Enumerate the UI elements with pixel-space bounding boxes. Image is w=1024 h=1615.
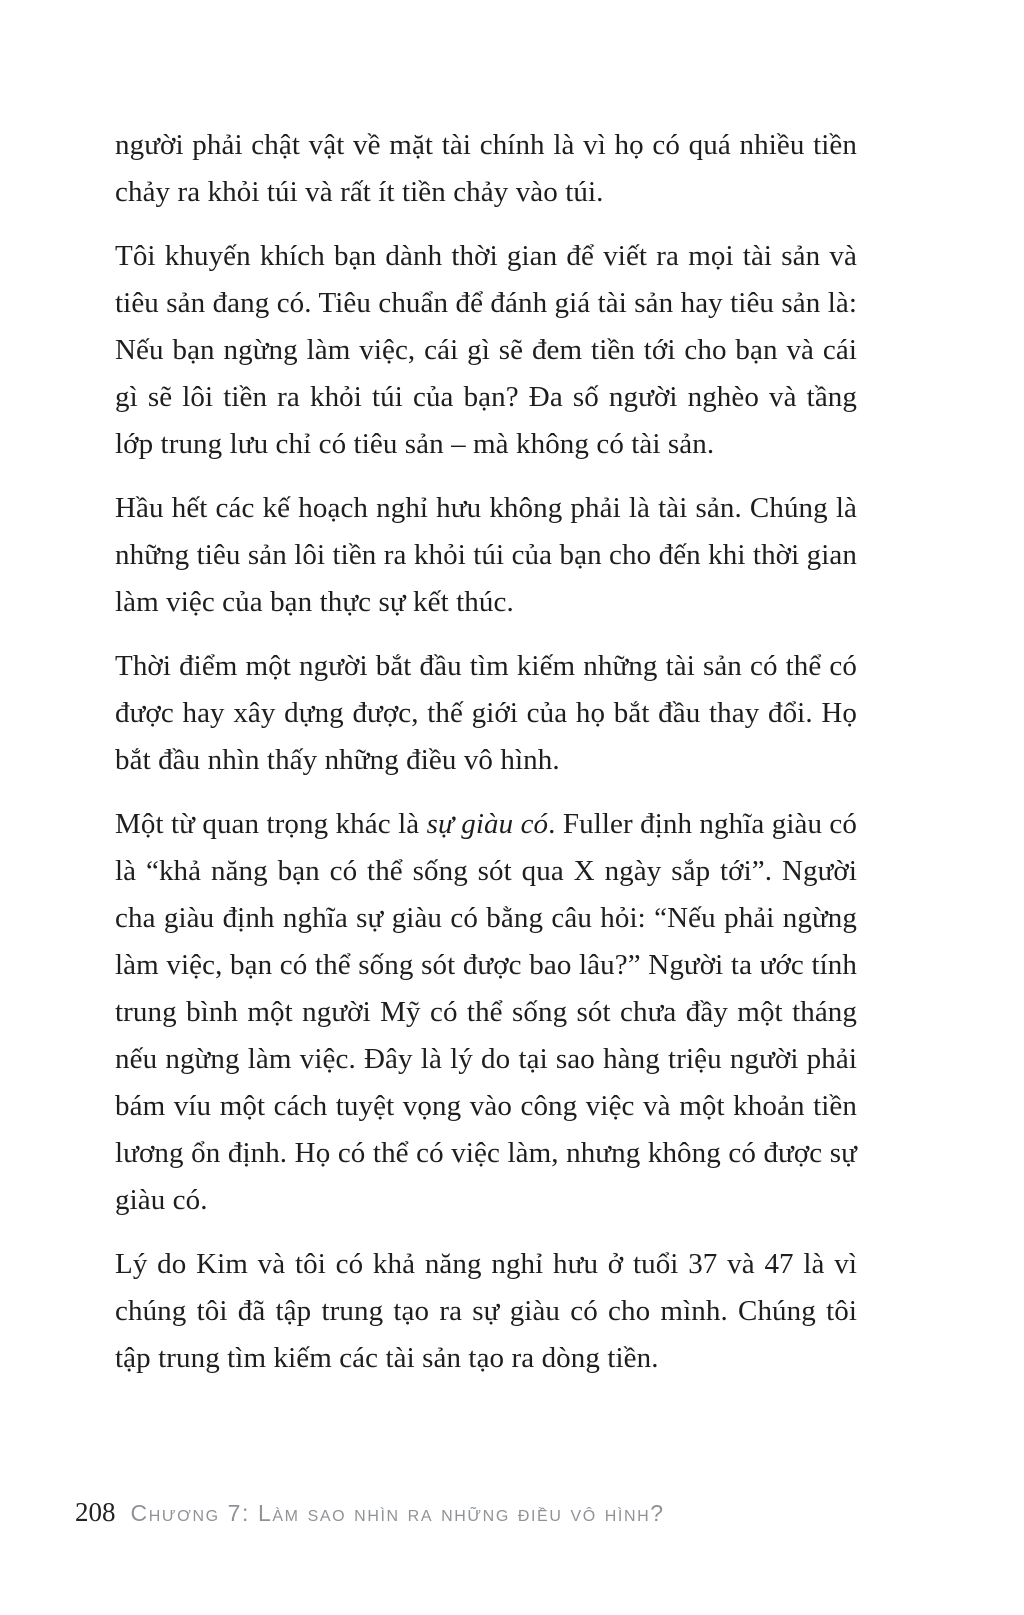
body-paragraph: [115, 1241, 857, 1382]
italic-term: sự giàu có: [426, 808, 549, 840]
chapter-title: Chương 7: Làm sao nhìn ra những điều vô hình?: [130, 1500, 665, 1526]
text-segment: . Fuller định nghĩa giàu có là “khả năng bạn có thể sống sót qua X ngày sắp tới”. Người cha giàu định nghĩa sự giàu có bằng câu hỏi: “Nếu phải ngừng làm việc, bạn có thể sống sót được bao lâu?” Người ta ước tính trung bình một người Mỹ có thể sống sót chưa đầy một tháng nếu ngừng làm việc. Đây là lý do tại sao hàng triệu người phải bám víu một cách tuyệt vọng vào công việc và một khoản tiền lương ổn định. Họ có thể có việc làm, nhưng không có được sự giàu có.: [115, 808, 857, 1216]
body-paragraph: [115, 643, 857, 784]
body-paragraph: [115, 122, 857, 216]
body-paragraph: [115, 233, 857, 468]
text-segment: Lý do Kim và tôi có khả năng nghỉ hưu ở tuổi 37 và 47 là vì chúng tôi đã tập trung tạo ra sự giàu có cho mình. Chúng tôi tập trung tìm kiếm các tài sản tạo ra dòng tiền.: [115, 1248, 857, 1374]
body-text-block: [115, 122, 857, 1399]
body-paragraph: [115, 485, 857, 626]
body-paragraph: [115, 801, 857, 1224]
text-segment: Thời điểm một người bắt đầu tìm kiếm những tài sản có thể có được hay xây dựng được, thế giới của họ bắt đầu thay đổi. Họ bắt đầu nhìn thấy những điều vô hình.: [115, 650, 857, 776]
text-segment: người phải chật vật về mặt tài chính là vì họ có quá nhiều tiền chảy ra khỏi túi và rất ít tiền chảy vào túi.: [115, 129, 857, 208]
text-segment: Một từ quan trọng khác là: [115, 808, 427, 840]
text-segment: Hầu hết các kế hoạch nghỉ hưu không phải là tài sản. Chúng là những tiêu sản lôi tiền ra khỏi túi của bạn cho đến khi thời gian làm việc của bạn thực sự kết thúc.: [115, 492, 857, 618]
page-footer: [75, 1497, 665, 1528]
text-segment: Tôi khuyến khích bạn dành thời gian để viết ra mọi tài sản và tiêu sản đang có. Tiêu chuẩn để đánh giá tài sản hay tiêu sản là: Nếu bạn ngừng làm việc, cái gì sẽ đem tiền tới cho bạn và cái gì sẽ lôi tiền ra khỏi túi của bạn? Đa số người nghèo và tầng lớp trung lưu chỉ có tiêu sản – mà không có tài sản.: [115, 240, 857, 460]
page-number: 208: [75, 1497, 116, 1527]
